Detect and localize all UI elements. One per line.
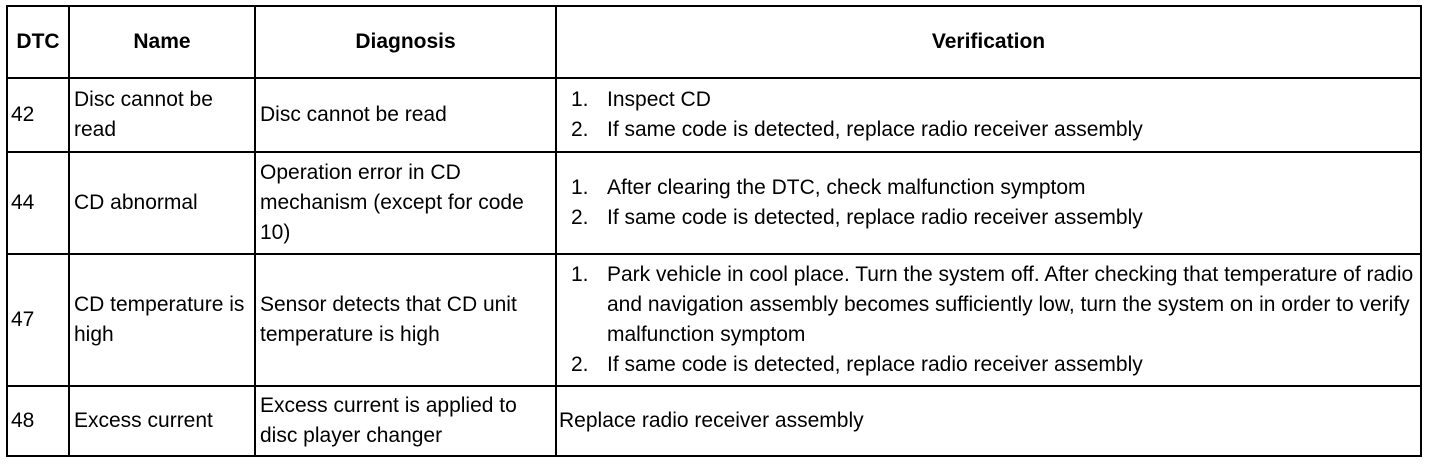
verification-step — [571, 85, 1416, 115]
verification-step — [571, 173, 1416, 203]
step-number: 1. — [571, 176, 589, 199]
dtc-table-container — [6, 5, 1420, 457]
verification-step — [571, 350, 1416, 380]
dtc-code: 47 — [7, 254, 69, 386]
verification-step — [571, 203, 1416, 233]
step-text: Inspect CD — [607, 88, 711, 111]
step-number: 2. — [571, 118, 589, 141]
step-text: Park vehicle in cool place. Turn the system off. After checking that temperature of radio and navigation assembly becomes sufficiently low, turn the system on in order to verify malfunction symptom — [607, 263, 1414, 346]
step-text: If same code is detected, replace radio receiver assembly — [607, 118, 1143, 141]
step-number: 2. — [571, 206, 589, 229]
step-text: After clearing the DTC, check malfunction symptom — [607, 176, 1086, 199]
table-row — [7, 386, 1421, 456]
dtc-name: Excess current — [69, 386, 255, 456]
table-row — [7, 152, 1421, 254]
dtc-verification: Replace radio receiver assembly — [556, 386, 1421, 456]
dtc-verification — [556, 254, 1421, 386]
header-dtc: DTC — [7, 6, 69, 78]
dtc-name: CD temperature is high — [69, 254, 255, 386]
header-verification: Verification — [556, 6, 1421, 78]
verification-steps — [561, 260, 1416, 380]
verification-step — [571, 260, 1416, 350]
step-number: 1. — [571, 263, 589, 286]
dtc-code: 48 — [7, 386, 69, 456]
dtc-verification — [556, 78, 1421, 152]
dtc-table — [6, 5, 1422, 457]
table-row — [7, 254, 1421, 386]
dtc-name: Disc cannot be read — [69, 78, 255, 152]
dtc-diagnosis: Operation error in CD mechanism (except for code 10) — [255, 152, 556, 254]
verification-step — [571, 115, 1416, 145]
step-text: If same code is detected, replace radio receiver assembly — [607, 206, 1143, 229]
dtc-diagnosis: Disc cannot be read — [255, 78, 556, 152]
dtc-diagnosis: Excess current is applied to disc player changer — [255, 386, 556, 456]
verification-steps — [561, 85, 1416, 145]
dtc-code: 42 — [7, 78, 69, 152]
dtc-name: CD abnormal — [69, 152, 255, 254]
header-row — [7, 6, 1421, 78]
header-diagnosis: Diagnosis — [255, 6, 556, 78]
verification-steps — [561, 173, 1416, 233]
table-row — [7, 78, 1421, 152]
header-name: Name — [69, 6, 255, 78]
step-number: 2. — [571, 353, 589, 376]
dtc-diagnosis: Sensor detects that CD unit temperature is high — [255, 254, 556, 386]
dtc-verification — [556, 152, 1421, 254]
step-number: 1. — [571, 88, 589, 111]
step-text: If same code is detected, replace radio receiver assembly — [607, 353, 1143, 376]
dtc-code: 44 — [7, 152, 69, 254]
